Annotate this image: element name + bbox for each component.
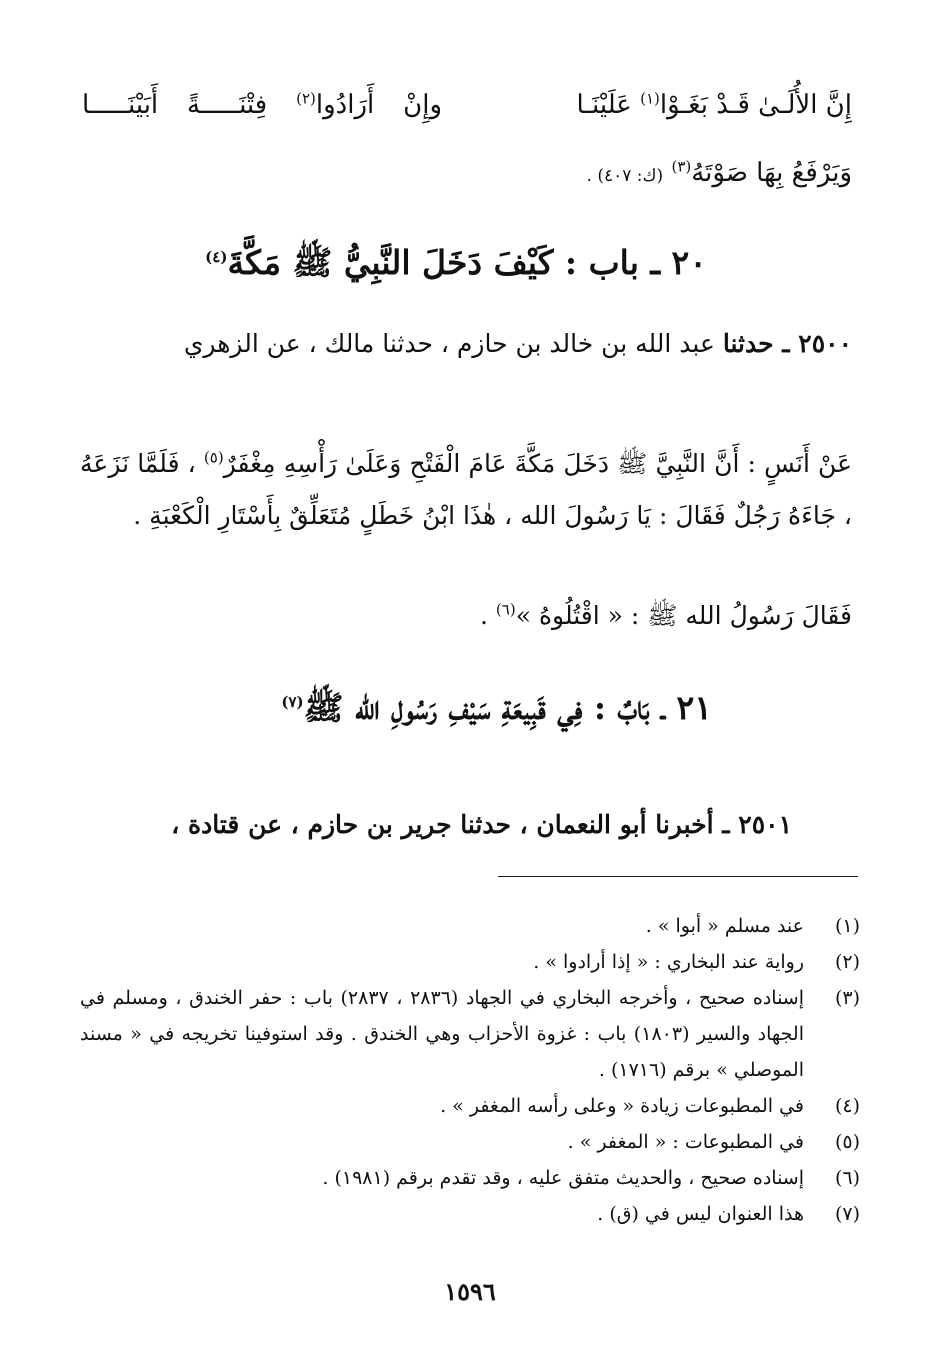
footnote-marker: (٥) <box>203 448 224 467</box>
matn-text: . <box>480 601 496 630</box>
poem-text: وإِنْ أَرَادُوا <box>315 90 442 120</box>
footnote-text: هذا العنوان ليس في (ق) . <box>597 1203 804 1225</box>
hadith-2500-matn <box>80 438 852 542</box>
poem-hemistich-right <box>576 90 852 120</box>
poem-text: وَيَرْفَعُ بِهَا صَوْتَهُ <box>691 158 852 188</box>
chapter-heading-21 <box>281 688 712 736</box>
footnote-3 <box>80 980 860 1088</box>
source-reference: (ك: ٤٠٧) . <box>586 166 664 186</box>
footnote-marker: (٤) <box>205 248 228 266</box>
footnote-number: (٣) <box>834 987 860 1009</box>
footnote-1 <box>80 908 860 944</box>
hadith-2500-isnad <box>80 318 852 370</box>
footnote-divider <box>498 876 858 877</box>
footnote-number: (١) <box>834 915 860 937</box>
footnote-number: (٦) <box>834 1167 860 1189</box>
footnote-text: رواية عند البخاري : « إذا أرادوا » . <box>533 951 804 973</box>
poem-text: عَلَيْنَـا <box>576 90 632 120</box>
poem-hemistich-left <box>82 90 442 120</box>
footnote-5 <box>80 1124 860 1160</box>
footnote-6 <box>80 1160 860 1196</box>
hadith-2501 <box>171 810 792 839</box>
footnote-7 <box>80 1196 860 1232</box>
page-number: ١٥٩٦ <box>444 1277 496 1306</box>
footnote-text: عند مسلم « أبوا » . <box>645 915 804 937</box>
footnote-text: في المطبوعات زيادة « وعلى رأسه المغفر » . <box>440 1095 804 1117</box>
hadith-number: ٢٥٠٠ ـ حدثنا <box>722 329 852 358</box>
hadith-2500-final <box>480 600 852 637</box>
chapter-heading-20 <box>205 243 707 291</box>
footnote-number: (٥) <box>834 1131 860 1153</box>
footnote-marker: (٢) <box>296 89 316 108</box>
hadith-text: ٢٥٠١ ـ أخبرنا أبو النعمان ، حدثنا جرير بن حازم ، عن قتادة ، <box>171 810 792 839</box>
footnote-marker: (٣) <box>671 157 692 176</box>
footnote-text: في المطبوعات : « المغفر » . <box>567 1131 804 1153</box>
footnote-marker: (١) <box>640 89 660 108</box>
footnote-text: إسناده صحيح ، والحديث متفق عليه ، وقد تقدم برقم (١٩٨١) . <box>322 1167 804 1189</box>
poem-text: فِتْنَـــــةً أَبَيْنَـــــا <box>82 90 268 120</box>
footnote-number: (٢) <box>834 951 860 973</box>
footnote-marker: (٧) <box>281 693 304 711</box>
isnad-text: عبد الله بن خالد بن حازم ، حدثنا مالك ، عن الزهري <box>183 329 723 358</box>
matn-text: عَنْ أَنَسٍ : أَنَّ النَّبِيَّ ﷺ دَخَلَ مَكَّةَ عَامَ الْفَتْحِ وَعَلَىٰ رَأْسِهِ مِغْفَرٌ <box>223 449 852 478</box>
footnotes <box>80 908 860 1232</box>
matn-text: ، فَلَمَّا نَزَعَهُ ، جَاءَهُ رَجُلٌ فَقَالَ : يَا رَسُولَ الله ، هٰذَا ابْنُ خَطَلٍ مُتَعَلِّقٌ بِأَسْتَارِ الْكَعْبَةِ . <box>80 449 852 530</box>
poem-line-2 <box>587 158 852 188</box>
footnote-number: (٤) <box>834 1095 860 1117</box>
footnote-number: (٧) <box>834 1203 860 1225</box>
matn-text: فَقَالَ رَسُولُ الله ﷺ : « اقْتُلُوهُ » <box>515 601 852 630</box>
heading-text: ٢٠ ـ باب : كَيْفَ دَخَلَ النَّبِيُّ ﷺ مَكَّةَ <box>227 243 707 282</box>
poem-text: إِنَّ الأُلَـىٰ قَـدْ بَغَـوْا <box>659 90 852 120</box>
footnote-4 <box>80 1088 860 1124</box>
footnote-2 <box>80 944 860 980</box>
footnote-marker: (٦) <box>495 600 516 619</box>
footnote-text: إسناده صحيح ، وأخرجه البخاري في الجهاد (٢٨٣٦ ، ٢٨٣٧) باب : حفر الخندق ، ومسلم في الجهاد والسير (١٨٠٣) باب : غزوة الأحزاب وهي الخندق . وقد استوفينا تخريجه في « مسند الموصلي » برقم (١٧١٦) . <box>80 987 805 1081</box>
heading-text: ٢١ ـ بَابٌ : فِي قَبِيعَةِ سَيْفِ رَسُولِ الله ﷺ <box>303 688 712 727</box>
